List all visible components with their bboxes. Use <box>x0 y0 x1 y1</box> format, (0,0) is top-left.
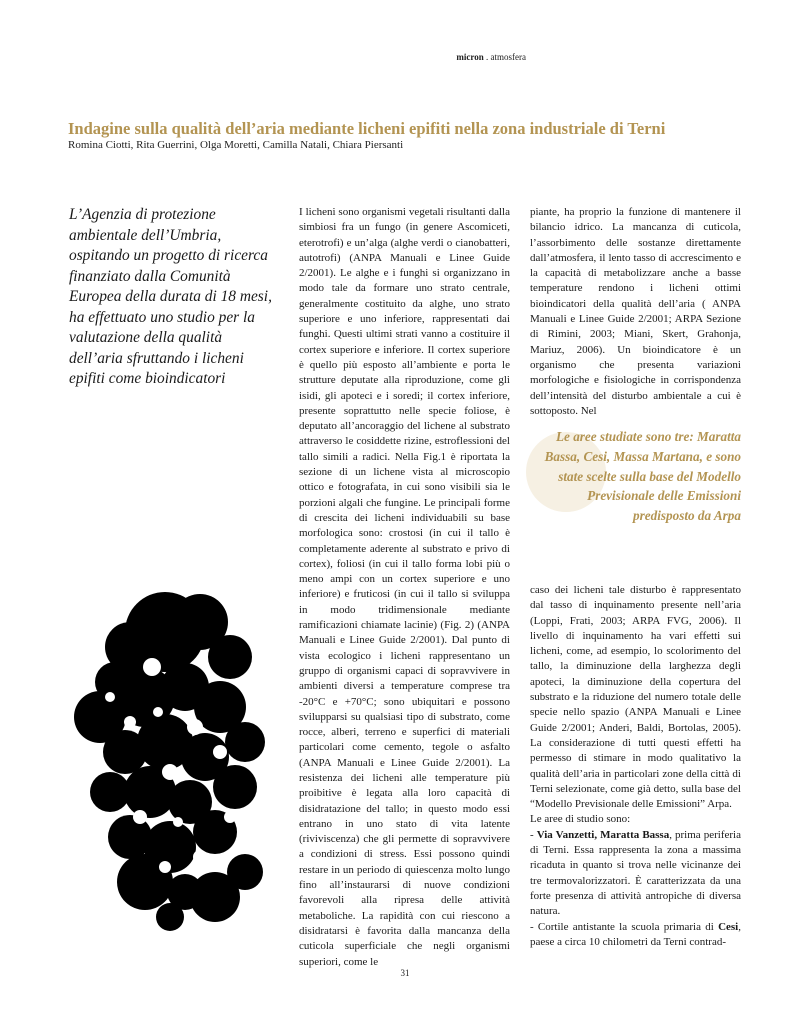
article-authors: Romina Ciotti, Rita Guerrini, Olga Moretti, Camilla Natali, Chiara Piersanti <box>68 139 404 151</box>
area-name: Via Vanzetti, Maratta Bassa <box>536 828 670 841</box>
article-abstract: L’Agenzia di protezione ambientale dell’Umbria, ospitando un progetto di ricerca finanziato dalla Comunità Europea della durata di 18 mesi, ha effettuato uno studio per la valutazione della qualità dell’aria sfruttando i licheni epifiti come bioindicatori <box>69 206 272 387</box>
area-item-1 <box>530 828 741 920</box>
lichen-figure <box>70 592 270 932</box>
body-column-2-top <box>530 205 741 419</box>
area-name: Cesi <box>718 920 739 933</box>
area-description: , paese a circa 10 chilometri da Terni contrad- <box>530 920 741 948</box>
magazine-name: micron <box>456 52 484 62</box>
body-column-1 <box>299 205 510 970</box>
body-column-2-bottom <box>530 583 741 950</box>
area-item-2 <box>530 920 741 951</box>
section-name: . atmosfera <box>483 52 526 62</box>
page-number: 31 <box>400 968 410 978</box>
area-description: , prima periferia di Terni. Essa rappresenta la zona a massima ricaduta in quanto si trova nelle vicinanze dei tre termovalorizzatori. È caratterizzata da una forte presenza di attività antropiche di diversa natura. <box>530 828 741 918</box>
lichen-section-image <box>70 592 270 932</box>
pull-quote: Le aree studiate sono tre: Maratta Bassa, Cesi, Massa Martana, e sono state scelte sulla base del Modello Previsionale delle Emissioni predisposto da Arpa <box>544 429 741 524</box>
running-head <box>0 52 526 62</box>
list-dash: - <box>530 828 537 841</box>
body-paragraph: piante, ha proprio la funzione di mantenere il bilancio idrico. La mancanza di cuticola, l’assorbimento delle sostanze direttamente dall’atmosfera, il lento tasso di accrescimento e la capacità di metabolizzare anche a basse temperature rendono i licheni ottimi bioindicatori della qualità dell’aria ( ANPA Manuali e Linee Guide 2/2001; ARPA Sezione di Rimini, 2003; Miani, Skert, Grahonja, Mariuz, 2006). Un bioindicatore è un organismo che presenta variazioni morfologiche e fisiologiche in corrispondenza dell’intensità del disturbo ambientale a cui è sottoposto. Nel <box>530 206 741 417</box>
area-prefix: - Cortile antistante la scuola primaria di <box>530 920 719 933</box>
article-title: Indagine sulla qualità dell’aria mediante licheni epifiti nella zona industriale di Terni <box>68 119 666 138</box>
body-paragraph: caso dei licheni tale disturbo è rappresentato dal tasso di inquinamento presente nell’aria (Loppi, Frati, 2003; ARPA FVG, 2006). Il livello di inquinamento ha vari effetti sui licheni, come, ad esempio, lo scolorimento del tallo, la diminuzione della larghezza degli apoteci, la diminuzione della copertura del substrato e la riduzione del numero totale delle specie nello spazio (ANPA Manuali e Linee Guide 2/2001; Anderi, Baldi, Bortolas, 2005). La considerazione di tutti questi effetti ha permesso di stimare in modo qualitativo la qualità dell’aria in particolari zone della città di Terni selezionate, come già detto, sulla base del “Modello Previsionale delle Emissioni” Arpa. <box>530 584 741 811</box>
body-paragraph: I licheni sono organismi vegetali risultanti dalla simbiosi fra un fungo (in genere Ascomiceti, eterotrofi) e un’alga (alghe verdi o cianobatteri, autotrofi) (ANPA Manuali e Linee Guide 2/2001). Le alghe e i funghi si organizzano in modo tale da formare uno strato centrale, generalmente costituito da alghe, uno strato superiore e uno inferiore, rappresentati dai funghi. Questi ultimi strati vanno a costituire il cortex superiore e inferiore. Il cortex superiore è quello più esposto all’ambiente e porta le strutture deputate alla riproduzione, come gli isidi, gli apoteci e i soredi; il cortex inferiore, presente soprattutto nelle specie foliose, è deputato all’ancoraggio del lichene al substrato attraverso le cosiddette rizine, estroflessioni del tallo simili a radici. Nella Fig.1 è riportata la sezione di un lichene vista al microscopio ottico e fotografata, in cui sono visibili sia le porzioni algali che fungine. Le principali forme di crescita dei licheni individuabili su base morfologica sono: crostosi (in cui il tallo è completamente aderente al substrato e privo di cortex), foliosi (in cui il tallo forma lobi più o meno ampi con un cortex superiore e uno inferiore) e fruticosi (in cui il tallo si sviluppa in modo tridimensionale mediante ramificazioni chiamate lacinie) (Fig. 2) (ANPA Manuali e Linee Guide 2/2001). Dal punto di vista ecologico i licheni rappresentano un gruppo di organismi capaci di sopravvivere in ambienti diversi a temperature comprese tra -20°C e +70°C; sono ubiquitari e possono svilupparsi su qualsiasi tipo di substrato, come rocce, alberi, terreno e superfici di materiali particolari come cemento, tegole o asfalto (ANPA Manuali e Linee Guide 2/2001). La resistenza dei licheni alle temperature più proibitive è legata alla loro capacità di disidratazione del tallo; in questo modo essi entrano in uno stato di vita latente (riviviscenza) che gli permette di sopravvivere a condizioni di stress. Essi possono quindi restare in un periodo di quiescenza molto lungo fino all’instaurarsi di nuove condizioni favorevoli alla ripresa delle attività metaboliche. La rapidità con cui riescono a disidratarsi è favorita dalla mancanza della cuticola superficiale che negli organismi superiori, come le <box>299 206 510 968</box>
areas-intro: Le aree di studio sono: <box>530 813 631 826</box>
